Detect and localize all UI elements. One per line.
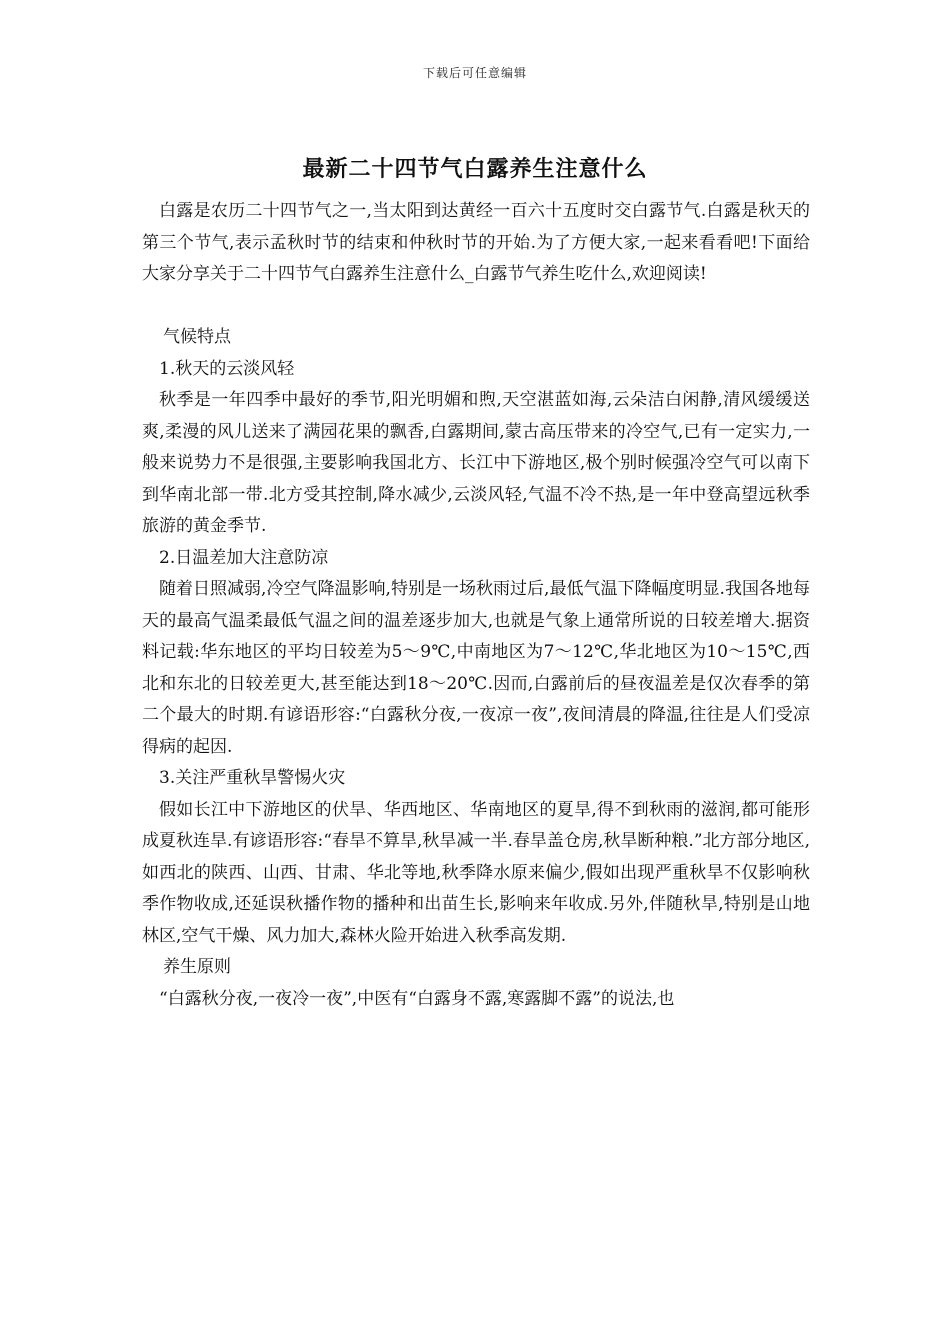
intro-paragraph: 白露是农历二十四节气之一,当太阳到达黄经一百六十五度时交白露节气.白露是秋天的第三个节气,表示孟秋时节的结束和仲秋时节的开始.为了方便大家,一起来看看吧!下面给大家分享关于二十四节气白露养生注意什么_白露节气养生吃什么,欢迎阅读! xyxy=(142,201,810,284)
document-title: 最新二十四节气白露养生注意什么 xyxy=(302,156,648,182)
document-body xyxy=(142,196,810,1015)
blank-line xyxy=(142,291,810,323)
item-text-2: 随着日照减弱,冷空气降温影响,特别是一场秋雨过后,最低气温下降幅度明显.我国各地每天的最高气温柔最低气温之间的温差逐步加大,也就是气象上通常所说的日较差增大.据资料记载:华东地区的平均日较差为5～9℃,中南地区为7～12℃,华北地区为10～15℃,西北和东北的日较差更大,甚至能达到18～20℃.因而,白露前后的昼夜温差是仅次春季的第二个最大的时期.有谚语形容:“白露秋分夜,一夜凉一夜”,夜间清晨的降温,往往是人们受凉得病的起因. xyxy=(142,579,810,757)
item-text-1: 秋季是一年四季中最好的季节,阳光明媚和煦,天空湛蓝如海,云朵洁白闲静,清风缓缓送爽,柔漫的风儿送来了满园花果的飘香,白露期间,蒙古高压带来的冷空气,已有一定实力,一般来说势力不是很强,主要影响我国北方、长江中下游地区,极个别时候强冷空气可以南下到华南北部一带.北方受其控制,降水减少,云淡风轻,气温不冷不热,是一年中登高望远秋季旅游的黄金季节. xyxy=(142,390,810,536)
section-heading-climate: 气候特点 xyxy=(163,327,231,347)
item-title-2: 2.日温差加大注意防凉 xyxy=(159,547,329,568)
section-heading-principle: 养生原则 xyxy=(163,957,231,977)
item-text-3: 假如长江中下游地区的伏旱、华西地区、华南地区的夏旱,得不到秋雨的滋润,都可能形成夏秋连旱.有谚语形容:“春旱不算旱,秋旱减一半.春旱盖仓房,秋旱断种粮.”北方部分地区,如西北的陕西、山西、甘肃、华北等地,秋季降水原来偏少,假如出现严重秋旱不仅影响秋季作物收成,还延误秋播作物的播种和出苗生长,影响来年收成.另外,伴随秋旱,特别是山地林区,空气干燥、风力加大,森林火险开始进入秋季高发期. xyxy=(142,799,810,946)
page-header-note: 下载后可任意编辑 xyxy=(422,66,527,80)
principle-paragraph: “白露秋分夜,一夜冷一夜”,中医有“白露身不露,寒露脚不露”的说法,也 xyxy=(159,988,675,1009)
item-title-1: 1.秋天的云淡风轻 xyxy=(159,358,295,379)
item-title-3: 3.关注严重秋旱警惕火灾 xyxy=(159,768,346,788)
